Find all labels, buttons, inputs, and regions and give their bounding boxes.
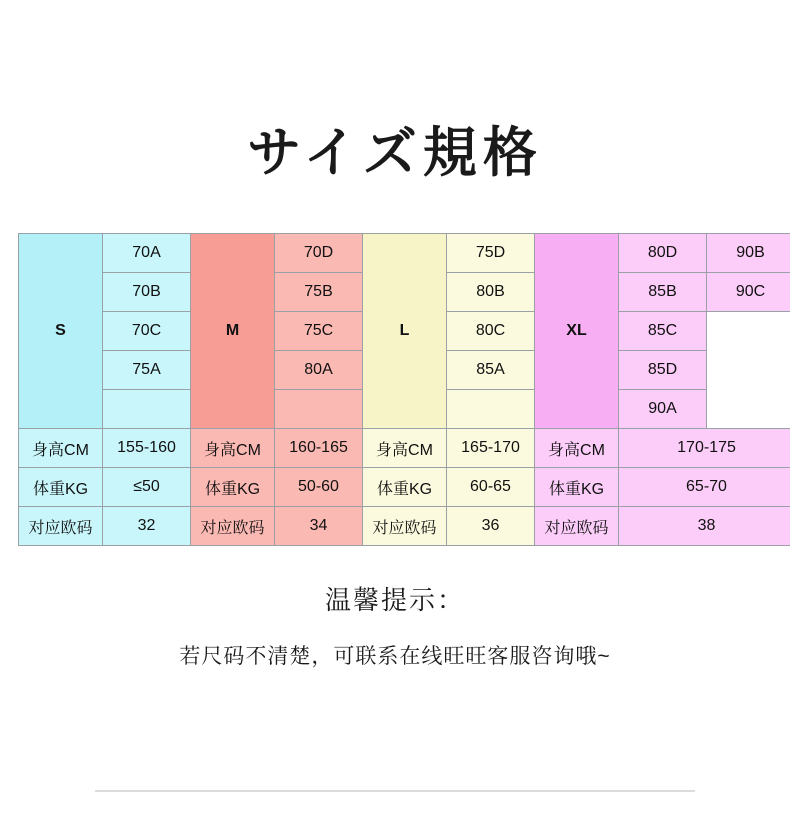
cup-cell: 85A <box>447 351 535 390</box>
cup-cell: 75C <box>275 312 363 351</box>
eu-value-xl: 38 <box>619 507 790 546</box>
height-value-m: 160-165 <box>275 429 363 468</box>
cup-cell: 70D <box>275 234 363 273</box>
cup-cell: 90A <box>619 390 707 429</box>
eu-value-m: 34 <box>275 507 363 546</box>
cup-cell: 85C <box>619 312 707 351</box>
row-label-eu: 对应欧码 <box>191 507 275 546</box>
row-label-eu: 对应欧码 <box>19 507 103 546</box>
row-label-weight: 体重KG <box>191 468 275 507</box>
empty-cell <box>707 312 790 351</box>
cup-cell: 80B <box>447 273 535 312</box>
row-label-eu: 对应欧码 <box>363 507 447 546</box>
cup-cell: 70C <box>103 312 191 351</box>
table-row-eu <box>19 507 790 546</box>
weight-value-m: 50-60 <box>275 468 363 507</box>
weight-value-xl: 65-70 <box>619 468 790 507</box>
row-label-weight: 体重KG <box>535 468 619 507</box>
cup-cell: 80D <box>619 234 707 273</box>
cup-cell-empty <box>103 390 191 429</box>
eu-value-l: 36 <box>447 507 535 546</box>
empty-cell <box>707 390 790 429</box>
cup-cell: 80C <box>447 312 535 351</box>
cup-cell-extra: 90B <box>707 234 790 273</box>
page-title: サイズ規格 <box>247 123 543 183</box>
table-row-weight <box>19 468 790 507</box>
table-row-height <box>19 429 790 468</box>
cup-cell-empty <box>275 390 363 429</box>
height-value-xl: 170-175 <box>619 429 790 468</box>
cup-cell: 75D <box>447 234 535 273</box>
cup-cell: 75A <box>103 351 191 390</box>
cup-cell: 85D <box>619 351 707 390</box>
note-section <box>0 580 790 673</box>
size-label-s: S <box>19 234 103 429</box>
cup-cell: 80A <box>275 351 363 390</box>
note-title: 温馨提示： <box>324 585 465 615</box>
cup-cell: 70A <box>103 234 191 273</box>
weight-value-l: 60-65 <box>447 468 535 507</box>
size-label-l: L <box>363 234 447 429</box>
bottom-divider <box>95 790 695 792</box>
row-label-weight: 体重KG <box>363 468 447 507</box>
row-label-height: 身高CM <box>191 429 275 468</box>
cup-cell: 70B <box>103 273 191 312</box>
size-label-xl: XL <box>535 234 619 429</box>
row-label-height: 身高CM <box>363 429 447 468</box>
row-label-eu: 对应欧码 <box>535 507 619 546</box>
cup-cell-empty <box>447 390 535 429</box>
row-label-height: 身高CM <box>535 429 619 468</box>
cup-cell: 85B <box>619 273 707 312</box>
eu-value-s: 32 <box>103 507 191 546</box>
cup-cell-extra: 90C <box>707 273 790 312</box>
height-value-l: 165-170 <box>447 429 535 468</box>
row-label-height: 身高CM <box>19 429 103 468</box>
row-label-weight: 体重KG <box>19 468 103 507</box>
note-body: 若尺码不清楚，可联系在线旺旺客服咨询哦~ <box>179 644 611 668</box>
size-label-m: M <box>191 234 275 429</box>
table-row <box>19 234 790 273</box>
size-table-container <box>18 233 772 546</box>
weight-value-s: ≤50 <box>103 468 191 507</box>
empty-cell <box>707 351 790 390</box>
size-table <box>18 233 790 546</box>
cup-cell: 75B <box>275 273 363 312</box>
height-value-s: 155-160 <box>103 429 191 468</box>
